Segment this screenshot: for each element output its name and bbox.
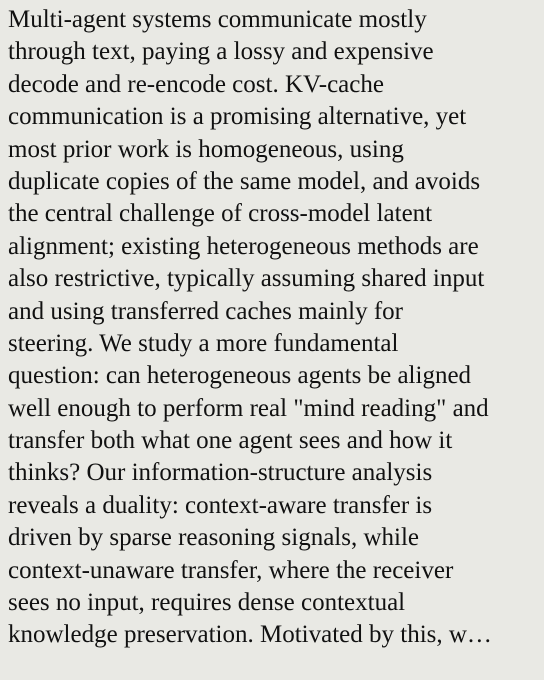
text-line-3: decode and re-encode cost. KV-cache (8, 70, 384, 98)
text-line-4: communication is a promising alternative, yet (8, 103, 467, 131)
text-line-1: Multi-agent systems communicate mostly (8, 6, 427, 33)
text-line-17: driven by sparse reasoning signals, while (8, 524, 420, 552)
text-line-9: also restrictive, typically assuming shared input (8, 265, 485, 293)
text-line-19: sees no input, requires dense contextual (8, 589, 406, 617)
text-line-18: context-unaware transfer, where the receiver (8, 556, 454, 584)
text-line-6: duplicate copies of the same model, and avoids (8, 167, 481, 195)
text-line-20: knowledge preservation. Motivated by this, w… (8, 621, 492, 649)
text-line-13: well enough to perform real "mind reading" and (8, 394, 489, 422)
text-line-15: thinks? Our information-structure analysis (8, 459, 433, 487)
text-line-7: the central challenge of cross-model latent (8, 200, 433, 228)
text-line-10: and using transferred caches mainly for (8, 297, 403, 325)
text-line-16: reveals a duality: context-aware transfer is (8, 491, 433, 519)
text-line-5: most prior work is homogeneous, using (8, 135, 404, 163)
text-line-12: question: can heterogeneous agents be aligned (8, 362, 472, 390)
text-line-8: alignment; existing heterogeneous methods are (8, 232, 479, 260)
text-line-2: through text, paying a lossy and expensive (8, 38, 434, 66)
text-line-11: steering. We study a more fundamental (8, 329, 399, 357)
text-line-14: transfer both what one agent sees and how it (8, 427, 453, 455)
abstract-paragraph (8, 4, 536, 652)
